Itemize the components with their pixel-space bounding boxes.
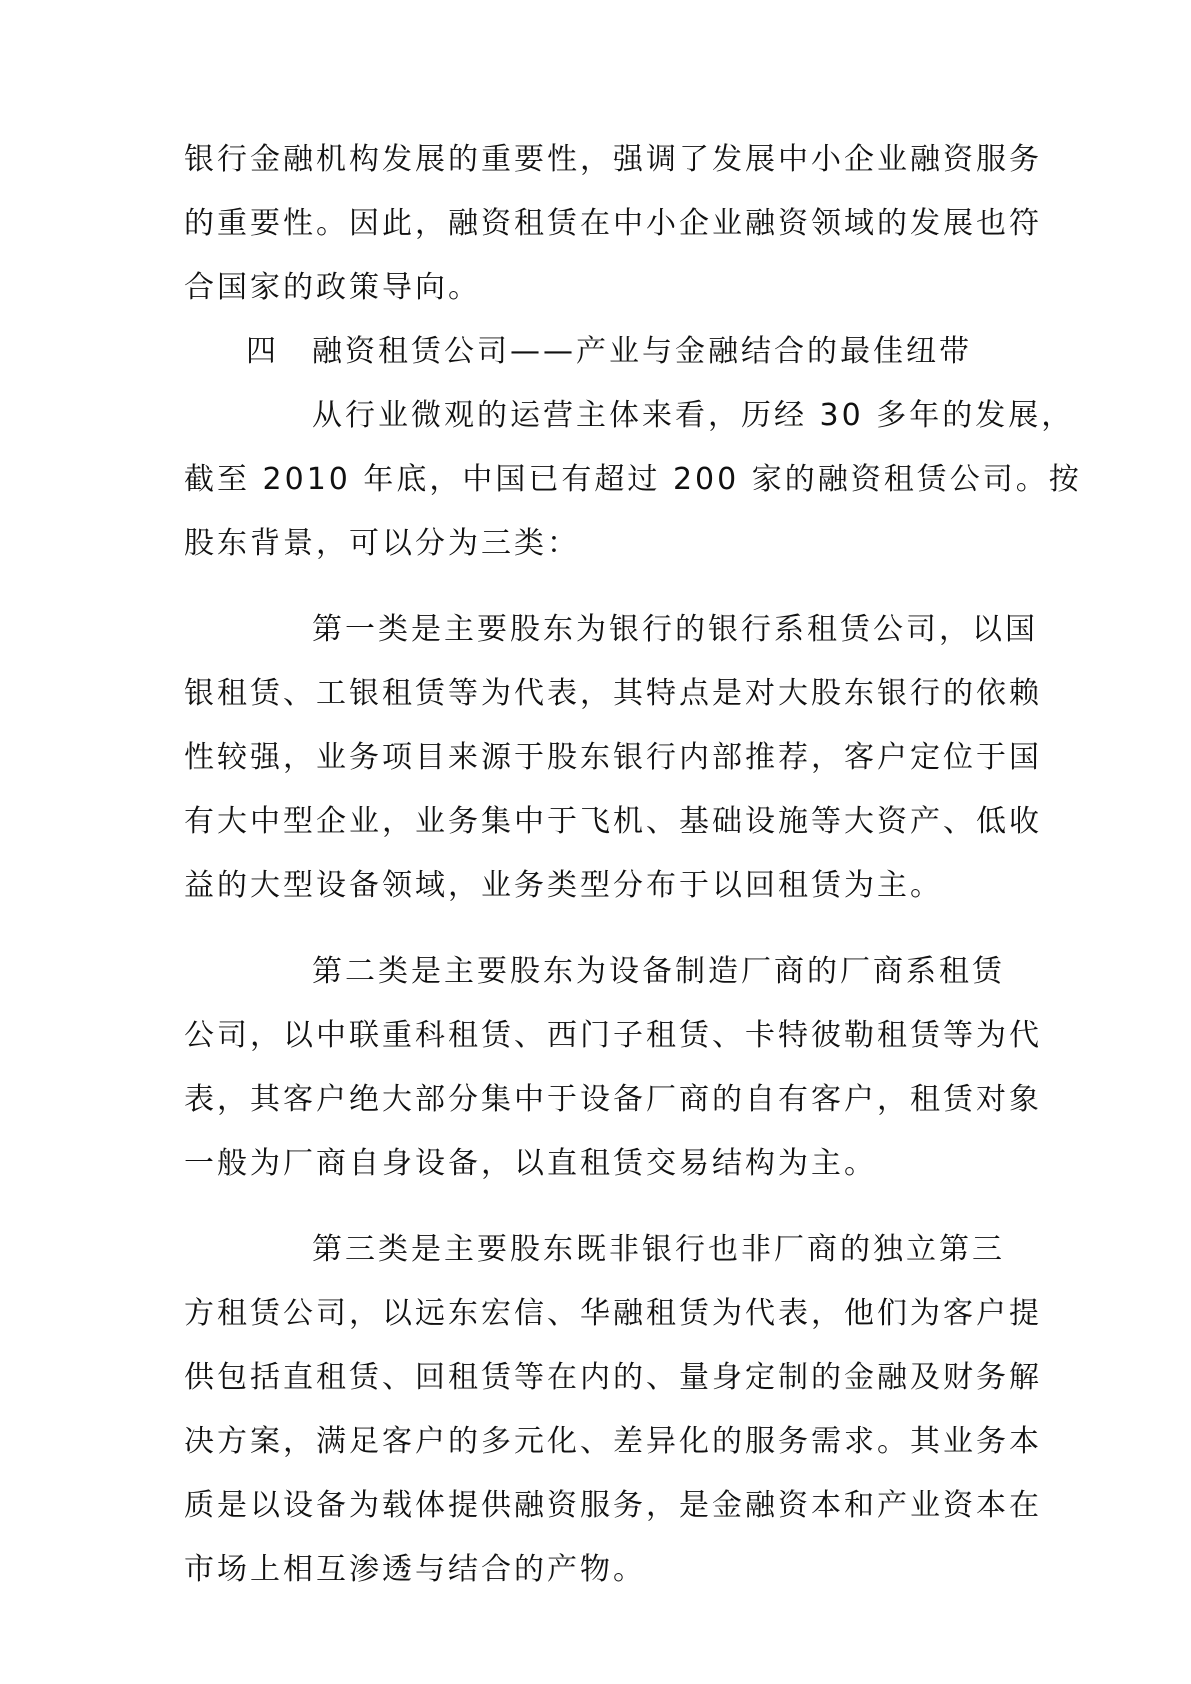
text-line: 从行业微观的运营主体来看，历经 30 多年的发展， (312, 398, 1075, 433)
section-heading: 四 融资租赁公司——产业与金融结合的最佳纽带 (246, 334, 972, 369)
text-line: 性较强，业务项目来源于股东银行内部推荐，客户定位于国 (184, 740, 1042, 775)
text-line: 有大中型企业，业务集中于飞机、基础设施等大资产、低收 (184, 804, 1042, 839)
text-line: 一般为厂商自身设备，以直租赁交易结构为主。 (184, 1146, 877, 1181)
text-line: 股东背景，可以分为三类： (184, 526, 580, 561)
text-line: 供包括直租赁、回租赁等在内的、量身定制的金融及财务解 (184, 1360, 1042, 1395)
text-line: 第二类是主要股东为设备制造厂商的厂商系租赁 (312, 954, 1005, 989)
text-line: 第三类是主要股东既非银行也非厂商的独立第三 (312, 1232, 1005, 1267)
text-line: 市场上相互渗透与结合的产物。 (184, 1552, 646, 1587)
text-line: 质是以设备为载体提供融资服务，是金融资本和产业资本在 (184, 1488, 1042, 1523)
text-line: 方租赁公司，以远东宏信、华融租赁为代表，他们为客户提 (184, 1296, 1042, 1331)
text-line: 银行金融机构发展的重要性，强调了发展中小企业融资服务 (184, 142, 1042, 177)
text-line: 第一类是主要股东为银行的银行系租赁公司，以国 (312, 612, 1038, 647)
text-line: 公司，以中联重科租赁、西门子租赁、卡特彼勒租赁等为代 (184, 1018, 1042, 1053)
text-line: 决方案，满足客户的多元化、差异化的服务需求。其业务本 (184, 1424, 1042, 1459)
text-line: 银租赁、工银租赁等为代表，其特点是对大股东银行的依赖 (184, 676, 1042, 711)
text-line: 益的大型设备领域，业务类型分布于以回租赁为主。 (184, 868, 943, 903)
text-line: 合国家的政策导向。 (184, 270, 481, 305)
text-line: 截至 2010 年底，中国已有超过 200 家的融资租赁公司。按 (184, 462, 1082, 497)
text-line: 的重要性。因此，融资租赁在中小企业融资领域的发展也符 (184, 206, 1042, 241)
document-body (184, 128, 1082, 1602)
text-line: 表，其客户绝大部分集中于设备厂商的自有客户，租赁对象 (184, 1082, 1042, 1117)
